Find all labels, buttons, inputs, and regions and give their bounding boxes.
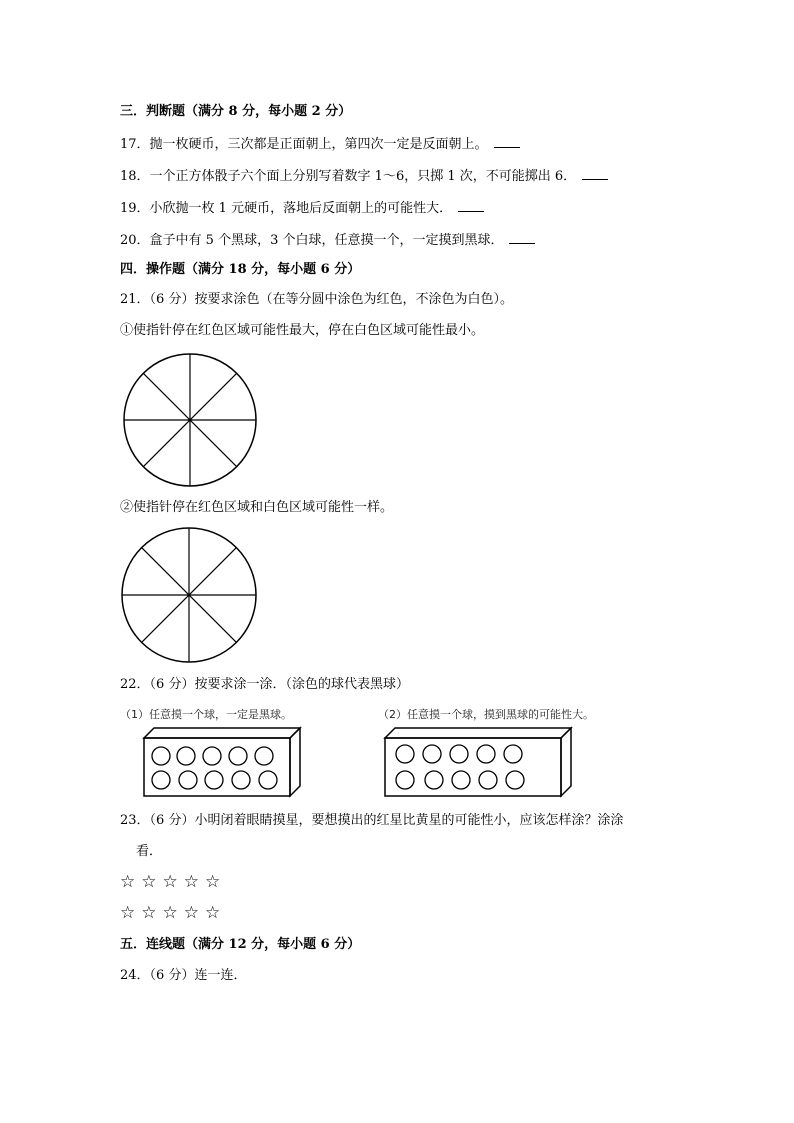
question-18: [120, 168, 608, 185]
ball-box-2: [381, 724, 577, 798]
answer-blank-17[interactable]: [494, 136, 520, 148]
question-21-part-1: ①使指针停在红色区域可能性最大，停在白色区域可能性最小。: [120, 323, 485, 338]
eight-sector-circle-2[interactable]: [120, 526, 258, 664]
question-19-text: 19．小欣抛一枚 1 元硬币，落地后反面朝上的可能性大．: [120, 201, 453, 216]
question-19: [120, 200, 484, 217]
answer-blank-20[interactable]: [509, 232, 535, 244]
section-5-header: 五．连线题（满分 12 分，每小题 6 分）: [120, 937, 361, 952]
eight-sector-circle-1[interactable]: [122, 352, 258, 488]
question-20-text: 20．盒子中有 5 个黑球，3 个白球，任意摸一个，一定摸到黑球．: [120, 233, 504, 248]
question-22-part-1: （1）任意摸一个球，一定是黑球。: [120, 708, 292, 721]
star-row-2[interactable]: ☆☆☆☆☆: [120, 903, 227, 923]
question-21-part-2: ②使指针停在红色区域和白色区域可能性一样。: [120, 500, 394, 515]
question-24: 24．（6 分）连一连．: [120, 968, 247, 983]
section-4-header: 四．操作题（满分 18 分，每小题 6 分）: [120, 262, 361, 277]
question-20: [120, 232, 535, 249]
question-17: [120, 136, 520, 153]
question-23-continuation: 看．: [136, 844, 163, 859]
ball-box-1: [140, 724, 304, 798]
question-18-text: 18．一个正方体骰子六个面上分别写着数字 1～6，只掷 1 次，不可能掷出 6．: [120, 169, 577, 184]
question-17-text: 17．抛一枚硬币，三次都是正面朝上，第四次一定是反面朝上。: [120, 137, 488, 152]
answer-blank-18[interactable]: [582, 168, 608, 180]
question-23: 23．（6 分）小明闭着眼睛摸星，要想摸出的红星比黄星的可能性小，应该怎样涂？涂涂: [120, 813, 624, 828]
question-22-part-2: （2）任意摸一个球，摸到黑球的可能性大。: [378, 708, 594, 721]
question-21: 21．（6 分）按要求涂色（在等分圆中涂色为红色，不涂色为白色）。: [120, 292, 513, 307]
ball-grid-1[interactable]: [152, 747, 277, 789]
answer-blank-19[interactable]: [458, 200, 484, 212]
section-3-header: 三．判断题（满分 8 分，每小题 2 分）: [120, 104, 352, 119]
star-row-1[interactable]: ☆☆☆☆☆: [120, 872, 227, 892]
ball-grid-2[interactable]: [396, 745, 524, 789]
question-22: 22．（6 分）按要求涂一涂．（涂色的球代表黑球）: [120, 677, 409, 692]
